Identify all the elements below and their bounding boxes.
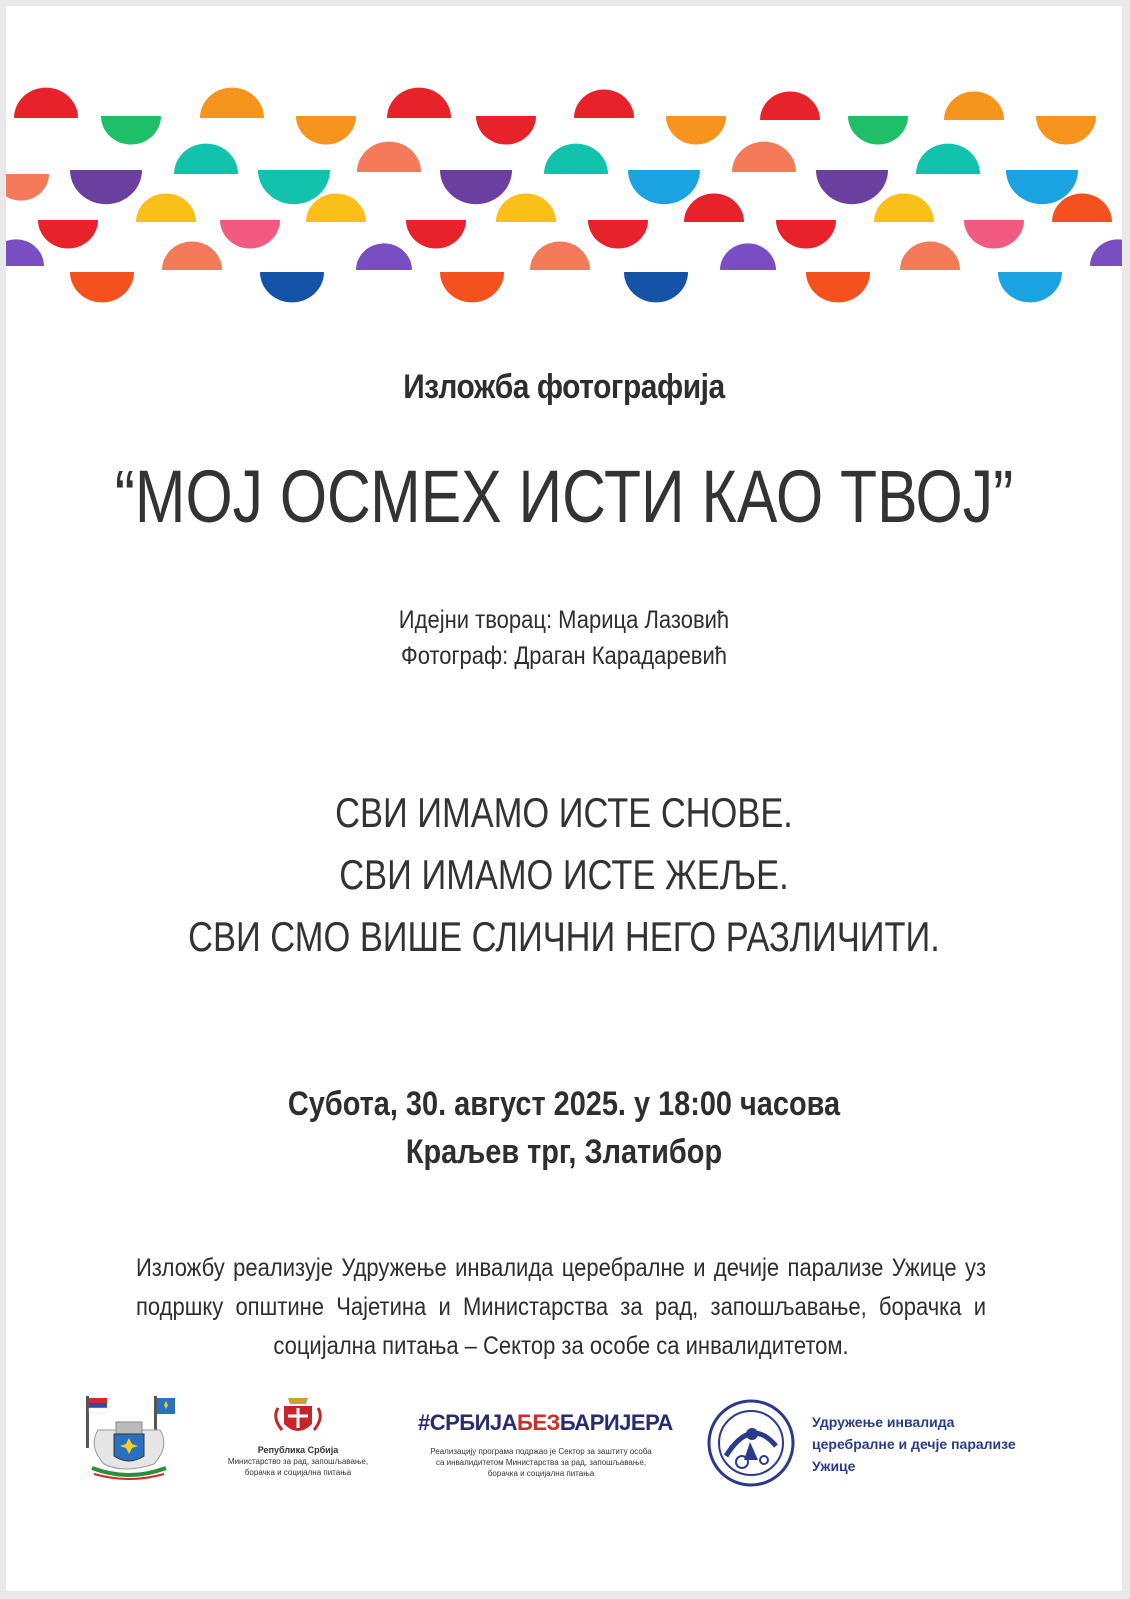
semicircle-shape — [874, 194, 934, 223]
semicircle-shape — [440, 272, 504, 302]
campaign-hashtag — [418, 1410, 673, 1436]
slogan — [106, 782, 1021, 968]
hashtag-part: БАРИЈЕРА — [559, 1410, 673, 1435]
semicircle-shape — [684, 194, 744, 223]
semicircle-shape — [776, 220, 836, 249]
semicircle-shape — [574, 90, 634, 119]
hashtag-part-red: БЕЗ — [517, 1410, 560, 1435]
exhibition-subtitle: Изложба фотографија — [403, 368, 725, 406]
campaign-caption — [418, 1446, 664, 1479]
event-datetime: Субота, 30. август 2025. у 18:00 часова — [287, 1085, 841, 1123]
semicircle-shape — [406, 220, 466, 249]
semicircle-shape — [588, 220, 648, 249]
campaign-logo — [418, 1410, 673, 1479]
association-line: церебралне и дечје парализе — [812, 1436, 1016, 1452]
exhibition-title: “МОЈ ОСМЕХ ИСТИ КАО ТВОЈ” — [114, 455, 1014, 538]
semicircle-shape — [530, 242, 590, 271]
semicircle-shape — [38, 220, 98, 249]
semicircle-shape — [387, 88, 451, 118]
semicircle-shape — [1090, 239, 1122, 266]
credits — [73, 602, 1055, 674]
semicircle-shape — [296, 116, 356, 145]
semicircle-shape — [760, 92, 820, 121]
hashtag-part: #СРБИЈА — [418, 1410, 518, 1435]
campaign-line: Реализацију програма подржао је Сектор за заштиту особа — [430, 1447, 652, 1456]
semicircle-shape — [220, 220, 280, 249]
semicircle-shape — [200, 88, 264, 118]
semicircle-shape — [6, 174, 49, 201]
event-place: Краљев трг, Златибор — [405, 1133, 723, 1171]
semicircle-shape — [848, 116, 908, 145]
semicircle-shape — [1036, 116, 1096, 145]
semicircle-shape — [357, 142, 421, 172]
semicircle-shape — [440, 170, 512, 204]
semicircle-shape — [816, 170, 888, 204]
poster-page — [6, 6, 1122, 1591]
ministry-caption — [218, 1445, 378, 1478]
semicircle-shape — [900, 242, 960, 271]
semicircle-shape — [998, 272, 1062, 302]
semicircle-shape — [174, 144, 238, 174]
semicircle-shape — [624, 272, 688, 302]
serbia-emblem-icon — [218, 1394, 378, 1440]
association-line: Удружење инвалида — [812, 1414, 955, 1430]
slogan-line: СВИ СМО ВИШЕ СЛИЧНИ НЕГО РАЗЛИЧИТИ. — [188, 913, 940, 960]
semicircle-shape — [14, 88, 78, 118]
slogan-line: СВИ ИМАМО ИСТЕ СНОВЕ. — [335, 789, 793, 836]
credit-photographer: Фотограф: Драган Карадаревић — [400, 642, 728, 670]
semicircle-shape — [6, 239, 44, 266]
sponsor-footer — [6, 1410, 1122, 1536]
decorative-semicircles — [6, 86, 1122, 306]
association-line: Ужице — [812, 1458, 856, 1474]
exhibition-description: Изложбу реализује Удружење инвалида церебралне и дечије парализе Ужице уз подршку општине Чајетина и Министарства за рад, запошљавање, борачка и социјална питања – Сектор за особе са инвалидитетом. — [135, 1254, 987, 1360]
semicircle-shape — [944, 92, 1004, 121]
semicircle-shape — [916, 144, 980, 174]
semicircle-shape — [101, 116, 161, 145]
association-logo — [706, 1398, 796, 1488]
semicircle-shape — [732, 142, 796, 172]
semicircle-shape — [806, 272, 870, 302]
association-name — [812, 1411, 1072, 1477]
semicircle-shape — [720, 243, 776, 270]
semicircle-shape — [70, 170, 142, 204]
semicircle-shape — [666, 116, 726, 145]
ministry-logo — [218, 1394, 378, 1478]
campaign-line: са инвалидитетом Министарства за рад, запошљавање, — [435, 1458, 647, 1467]
semicircle-shape — [964, 220, 1024, 249]
ministry-name: Република Србија — [257, 1445, 339, 1455]
semicircle-shape — [496, 194, 556, 223]
coat-of-arms-icon — [76, 1394, 182, 1484]
ministry-line: Министарство за рад, запошљавање, — [227, 1457, 369, 1466]
semicircle-shape — [136, 194, 196, 223]
semicircle-shape — [356, 243, 412, 270]
semicircle-shape — [476, 116, 536, 145]
slogan-line: СВИ ИМАМО ИСТЕ ЖЕЉЕ. — [339, 851, 789, 898]
event-info — [90, 1080, 1039, 1176]
semicircle-shape — [628, 170, 700, 204]
credit-author: Идејни творац: Марица Лазовић — [398, 606, 730, 634]
semicircle-shape — [70, 272, 134, 302]
semicircle-shape — [162, 242, 222, 271]
campaign-line: борачка и социјална питања — [487, 1469, 595, 1478]
semicircle-shape — [260, 272, 324, 302]
municipality-logo — [76, 1394, 182, 1484]
semicircle-shape — [544, 144, 608, 174]
association-seal-icon — [706, 1398, 796, 1488]
ministry-line: борачка и социјална питања — [244, 1468, 352, 1477]
